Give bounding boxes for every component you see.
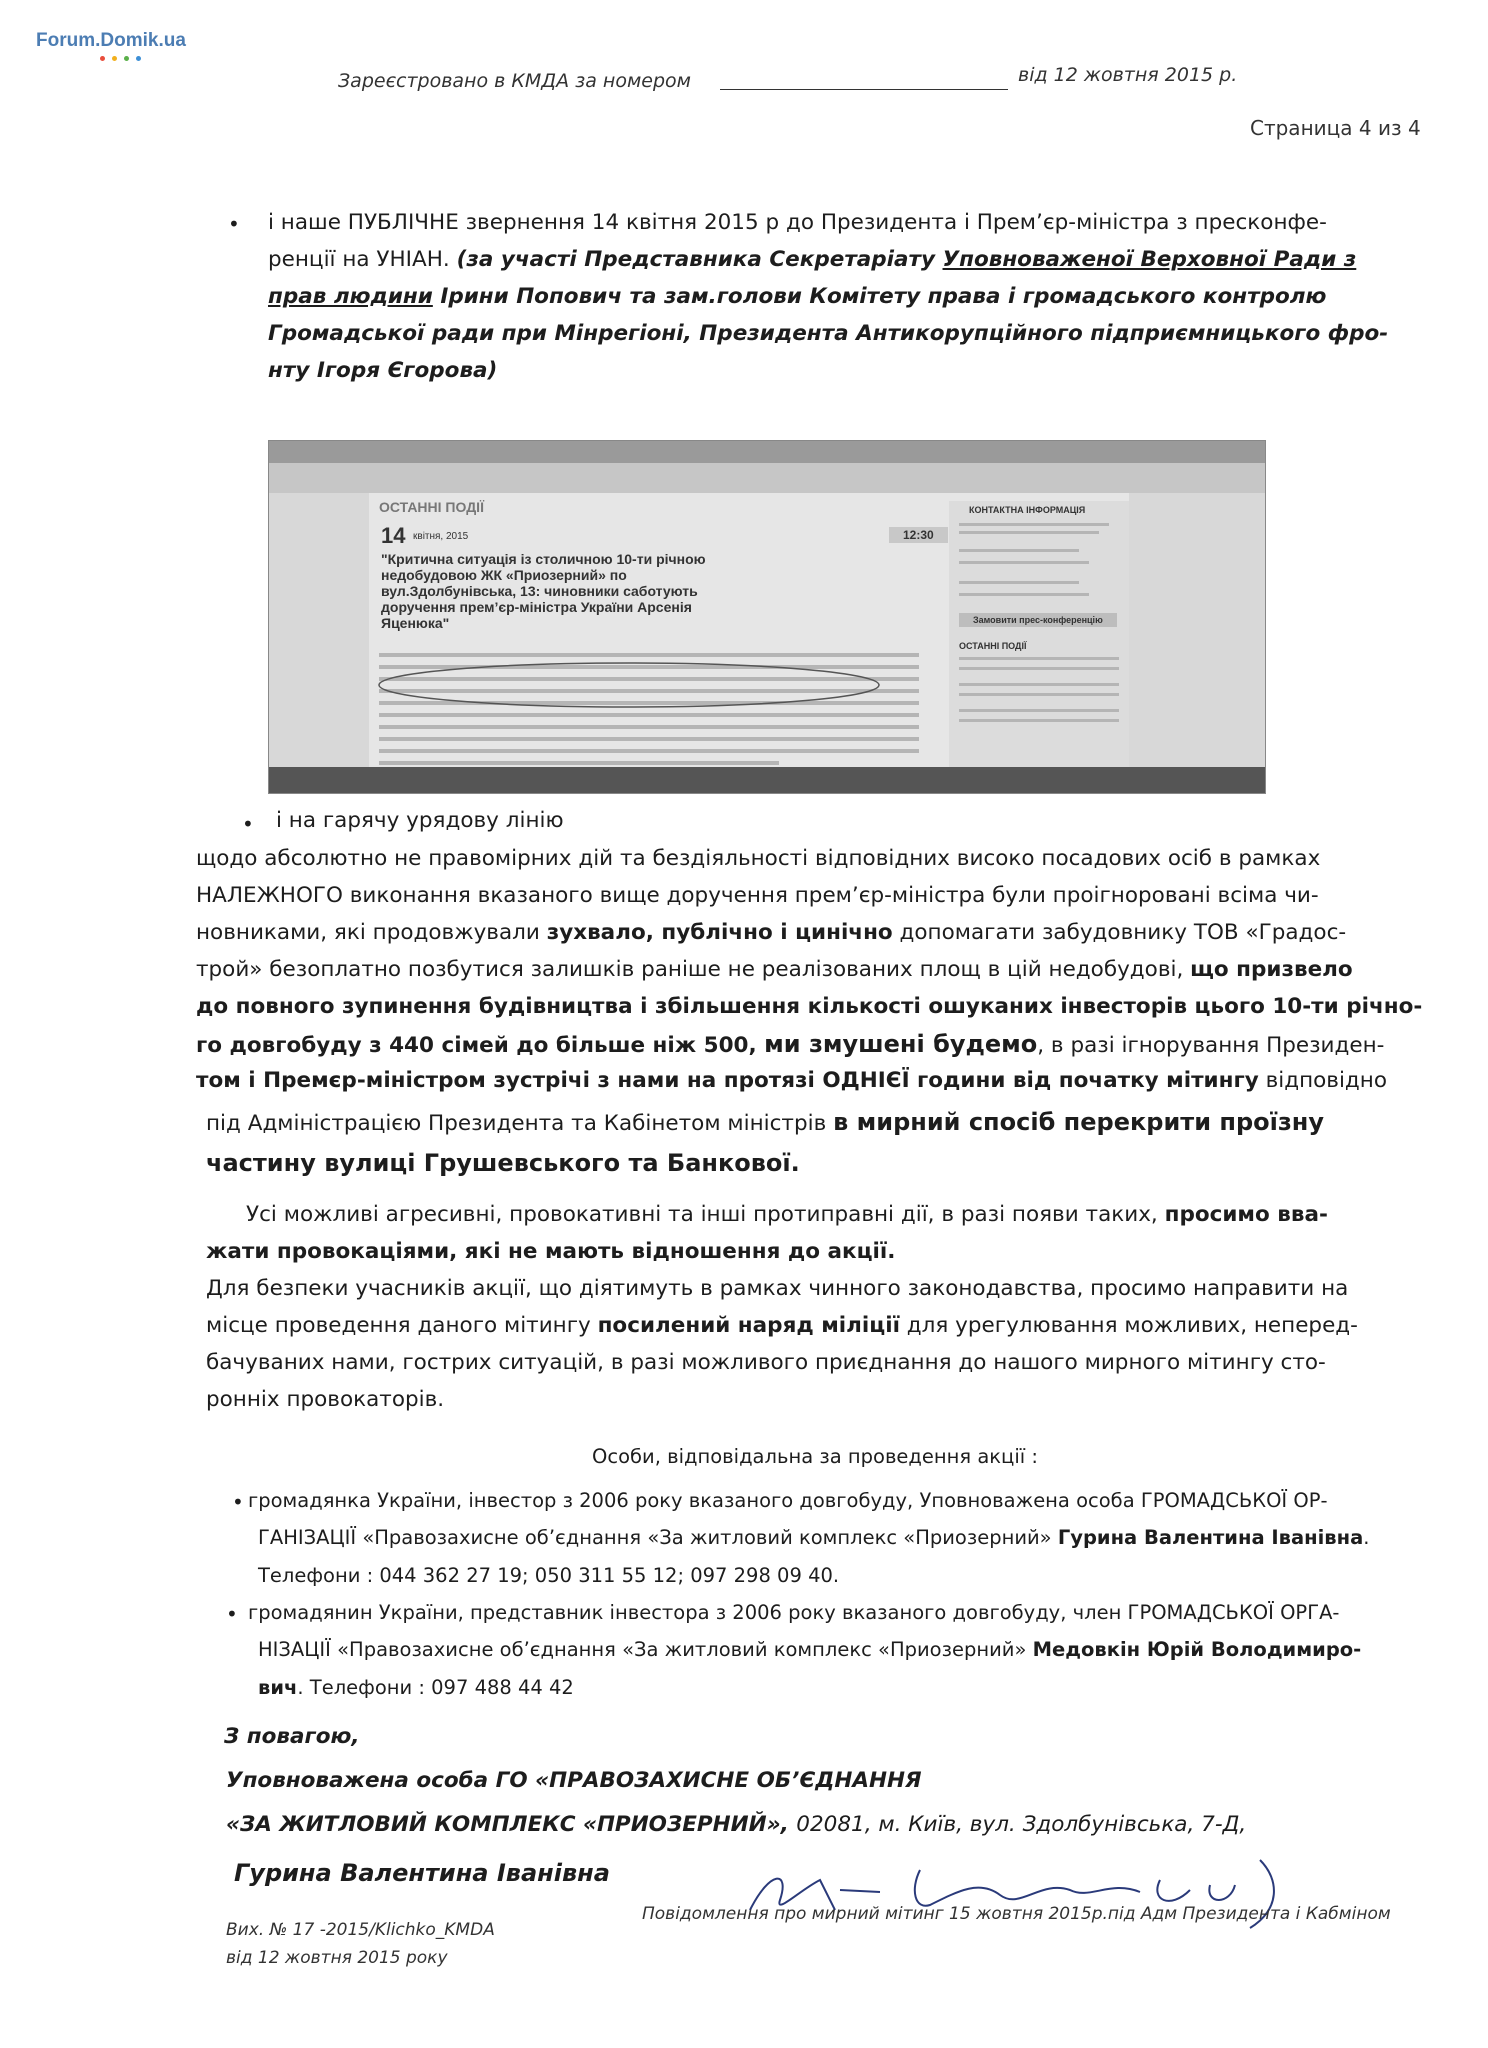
responsible-p1-line3: Телефони : 044 362 27 19; 050 311 55 12; 097 298 09 40. [258, 1564, 840, 1587]
responsible-p2-line2: НІЗАЦІЇ «Правозахисне об’єднання «За житловий комплекс «Приозерний» Медовкін Юрій Володимиро- [258, 1638, 1362, 1661]
browser-address-bar [269, 463, 1265, 493]
responsible-title: Особи, відповідальна за проведення акції : [592, 1445, 1038, 1468]
bullet1-line2: ренції на УНІАН. (за участі Представника Секретаріату Уповноваженої Верховної Ради з [268, 247, 1357, 272]
responsible-p2-line3: вич. Телефони : 097 488 44 42 [258, 1676, 574, 1699]
screenshot-order-button: Замовити прес-конференцію [959, 613, 1117, 627]
bullet1-line3: прав людини Ірини Попович та зам.голови Комітету права і громадського контролю [268, 284, 1327, 309]
bullet-dot: • [242, 812, 254, 836]
bullet1-line1: і наше ПУБЛІЧНЕ звернення 14 квітня 2015 р до Президента і Прем’єр-міністра з пресконфе- [268, 210, 1327, 235]
body-line8: під Адміністрацією Президента та Кабінетом міністрів в мирний спосіб перекрити проїзну [206, 1108, 1325, 1136]
outgoing-number: Вих. № 17 -2015/Klichko_KMDA [226, 1920, 495, 1940]
footer-note: Повідомлення про мирний мітинг 15 жовтня 2015р.під Адм Президента і Кабміном [642, 1904, 1391, 1924]
body-line2: НАЛЕЖНОГО виконання вказаного вище доручення прем’єр-міністра були проігноровані всіма чи- [196, 883, 1319, 908]
screenshot-month: квітня, 2015 [413, 531, 469, 542]
bullet-dot: • [226, 1602, 238, 1626]
closing-name: Гурина Валентина Іванівна [234, 1859, 610, 1887]
screenshot-day: 14 [381, 523, 406, 548]
body-line4: трой» безоплатно позбутися залишків раніше не реалізованих площ в цій недобудові, що призвело [196, 957, 1353, 982]
bullet1-line4: Громадської ради при Мінрегіоні, Президента Антикорупційного підприємницького фро- [268, 321, 1389, 346]
responsible-p1-line2: ГАНІЗАЦІЇ «Правозахисне об’єднання «За житловий комплекс «Приозерний» Гурина Валентина Іванівна. [258, 1526, 1370, 1549]
closing-org-line2: «ЗА ЖИТЛОВИЙ КОМПЛЕКС «ПРИОЗЕРНИЙ», 02081, м. Київ, вул. Здолбунівська, 7-Д, [226, 1812, 1247, 1837]
closing-regards: З повагою, [224, 1724, 360, 1749]
screenshot-section-title: ОСТАННІ ПОДІЇ [379, 499, 484, 515]
screenshot-contact-title: КОНТАКТНА ІНФОРМАЦІЯ [969, 505, 1086, 515]
body-line3: новниками, які продовжували зухвало, публічно і цинічно допомагати забудовнику ТОВ «Градос- [196, 920, 1347, 945]
closing-org-line1: Уповноважена особа ГО «ПРАВОЗАХИСНЕ ОБ’ЄДНАННЯ [226, 1768, 922, 1793]
registration-label: Зареєстровано в КМДА за номером [338, 70, 692, 92]
screenshot-content [369, 493, 1129, 773]
browser-tabs [269, 441, 1265, 463]
bullet1-line5: нту Ігоря Єгорова) [268, 358, 498, 383]
registration-number-line [720, 89, 1008, 90]
unian-screenshot [268, 440, 1266, 794]
bullet-dot: • [228, 212, 240, 236]
bullet2-text: і на гарячу урядову лінію [276, 808, 564, 833]
body-line7: том і Премєр-міністром зустрічі з нами на протязі ОДНІЄЇ години від початку мітингу відповідно [196, 1068, 1388, 1093]
para2-line3: Для безпеки учасників акції, що діятимуть в рамках чинного законодавства, просимо направити на [206, 1276, 1349, 1301]
outgoing-date: від 12 жовтня 2015 року [226, 1948, 448, 1968]
page-number: Страница 4 из 4 [1250, 116, 1421, 140]
responsible-p1-line1: громадянка України, інвестор з 2006 року вказаного довгобуду, Уповноважена особа ГРОМАДСЬКОЇ ОР- [248, 1489, 1328, 1512]
body-line9: частину вулиці Грушевського та Банкової. [206, 1149, 800, 1177]
para2-line4: місце проведення даного мітингу посилений наряд міліції для урегулювання можливих, неперед- [206, 1313, 1358, 1338]
registration-date: від 12 жовтня 2015 р. [1018, 64, 1238, 86]
responsible-p2-line1: громадянин України, представник інвестора з 2006 року вказаного довгобуду, член ГРОМАДСЬКОЇ ОРГА- [248, 1601, 1340, 1624]
para2-line5: бачуваних нами, гострих ситуацій, в разі можливого приєднання до нашого мирного мітингу сто- [206, 1350, 1326, 1375]
screenshot-headline: "Критична ситуація із столичною 10-ти річною недобудовою ЖК «Приозерний» по вул.Здолбунівська, 13: чиновники саботують доручення прем’єр-міністра України Арсенія Яценюка" [381, 551, 706, 631]
body-line5: до повного зупинення будівництва і збільшення кількості ошуканих інвесторів цього 10-ти річно- [196, 994, 1423, 1019]
watermark-dots [100, 56, 141, 61]
body-line6: го довгобуду з 440 сімей до більше ніж 500, ми змушені будемо, в разі ігнорування Президен- [196, 1030, 1385, 1058]
body-line1: щодо абсолютно не правомірних дій та бездіяльності відповідних високо посадових осіб в рамках [196, 846, 1321, 871]
para2-line1: Усі можливі агресивні, провокативні та інші протиправні дії, в разі появи таких, просимо вва- [246, 1202, 1328, 1227]
watermark: Forum.Domik.ua [36, 30, 186, 51]
para2-line2: жати провокаціями, які не мають відношення до акції. [206, 1239, 896, 1264]
screenshot-time: 12:30 [889, 527, 948, 543]
bullet-dot: • [232, 1490, 244, 1514]
screenshot-side-events: ОСТАННІ ПОДІЇ [959, 641, 1027, 651]
para2-line6: ронніх провокаторів. [206, 1387, 445, 1412]
screenshot-taskbar [269, 767, 1265, 793]
screenshot-highlight-ellipse [369, 493, 1129, 773]
